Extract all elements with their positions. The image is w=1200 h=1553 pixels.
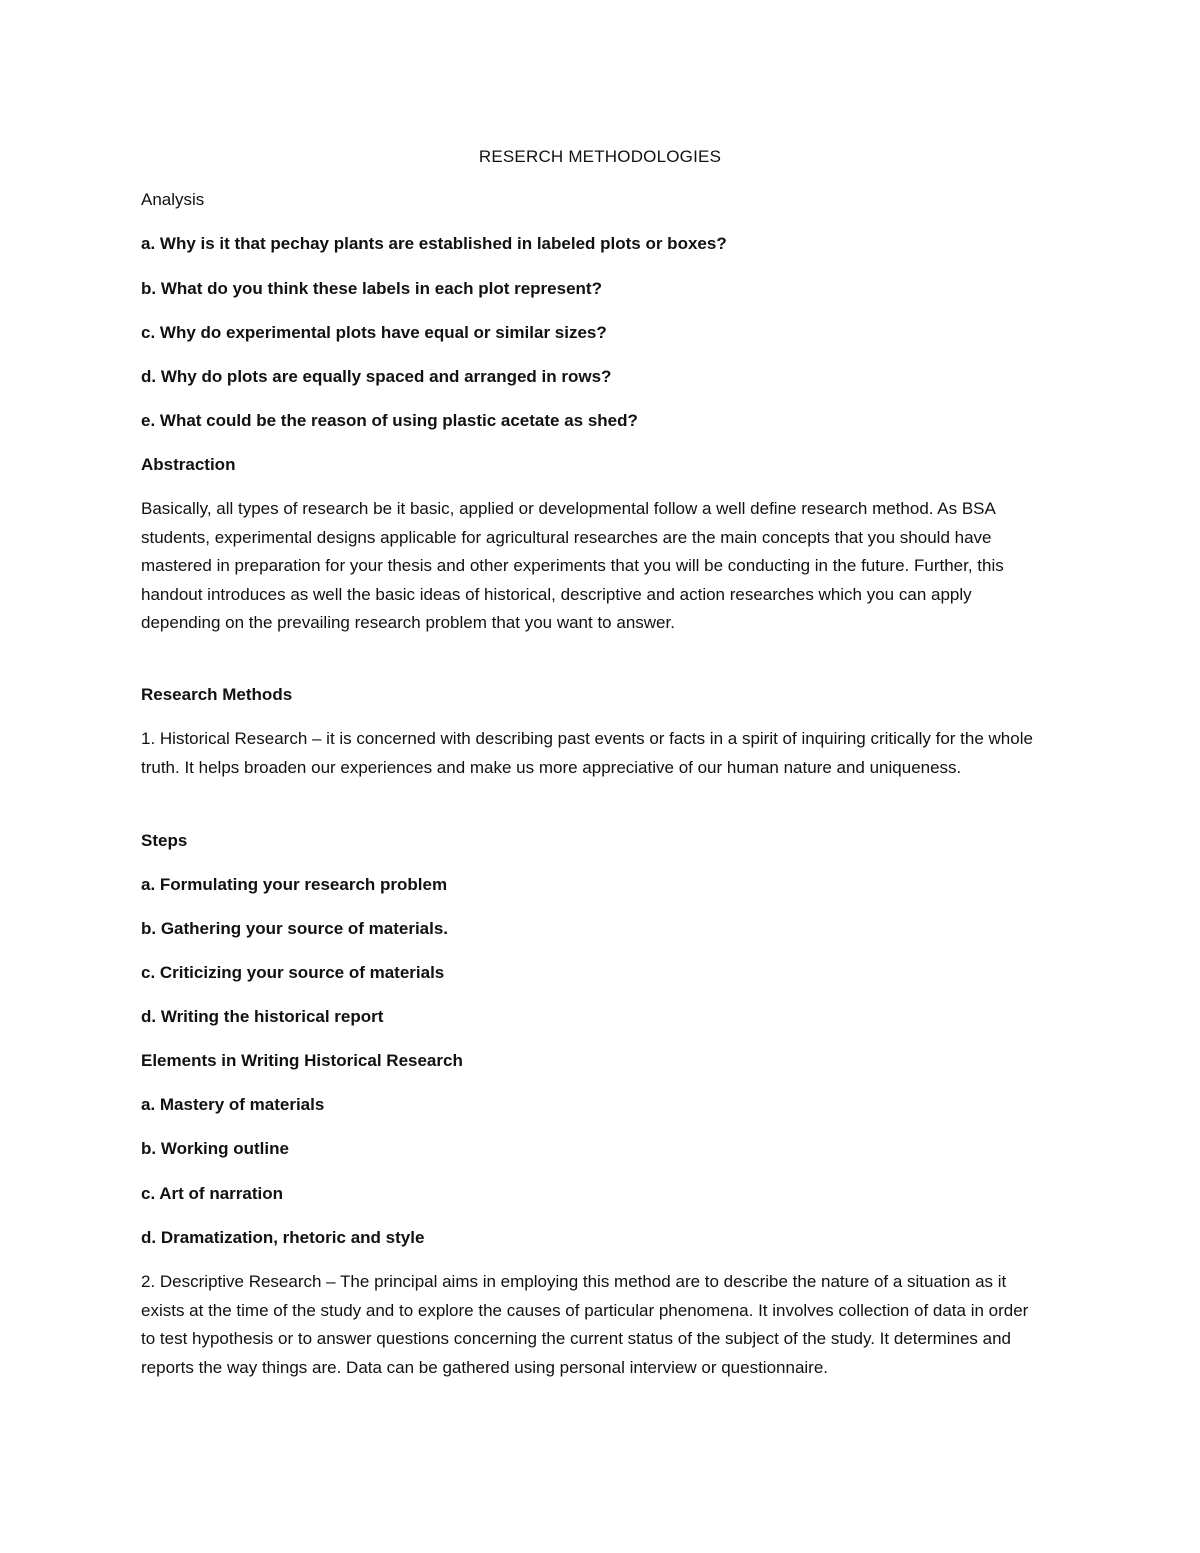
step-item: a. Formulating your research problem	[141, 875, 448, 894]
descriptive-research-text: 2. Descriptive Research – The principal aims in employing this method are to describe the nature of a situation as it exists at the time of the study and to explore the causes of particular phenomena. It involves collection of data in order to test hypothesis or to answer questions concerning the current status of the subject of the study. It determines and reports the way things are. Data can be gathered using personal interview or questionnaire.	[141, 1272, 1029, 1377]
page-title: RESERCH METHODOLOGIES	[478, 147, 722, 166]
step-item: d. Writing the historical report	[141, 1007, 384, 1026]
analysis-question: c. Why do experimental plots have equal or similar sizes?	[141, 323, 607, 342]
analysis-heading: Analysis	[141, 190, 205, 209]
analysis-question: e. What could be the reason of using plastic acetate as shed?	[141, 411, 638, 430]
analysis-question: b. What do you think these labels in each plot represent?	[141, 279, 602, 298]
abstraction-heading: Abstraction	[141, 455, 236, 474]
analysis-question: a. Why is it that pechay plants are established in labeled plots or boxes?	[141, 234, 727, 253]
research-methods-heading: Research Methods	[141, 685, 293, 704]
element-item: a. Mastery of materials	[141, 1095, 325, 1114]
element-item: b. Working outline	[141, 1139, 289, 1158]
steps-heading: Steps	[141, 831, 188, 850]
abstraction-paragraph	[141, 495, 1046, 638]
element-item: c. Art of narration	[141, 1184, 283, 1203]
abstraction-text: Basically, all types of research be it basic, applied or developmental follow a well define research method. As BSA students, experimental designs applicable for agricultural researches are the main concepts that you should have mastered in preparation for your thesis and other experiments that you will be conducting in the future. Further, this handout introduces as well the basic ideas of historical, descriptive and action researches which you can apply depending on the prevailing research problem that you want to answer.	[141, 499, 1004, 633]
step-item: b. Gathering your source of materials.	[141, 919, 449, 938]
step-item: c. Criticizing your source of materials	[141, 963, 445, 982]
analysis-question: d. Why do plots are equally spaced and arranged in rows?	[141, 367, 612, 386]
element-item: d. Dramatization, rhetoric and style	[141, 1228, 425, 1247]
historical-research-text: 1. Historical Research – it is concerned with describing past events or facts in a spirit of inquiring critically for the whole truth. It helps broaden our experiences and make us more appreciative of our human nature and uniqueness.	[141, 729, 1033, 777]
descriptive-research-paragraph	[141, 1268, 1046, 1382]
elements-heading: Elements in Writing Historical Research	[141, 1051, 463, 1070]
historical-research-paragraph	[141, 725, 1046, 782]
